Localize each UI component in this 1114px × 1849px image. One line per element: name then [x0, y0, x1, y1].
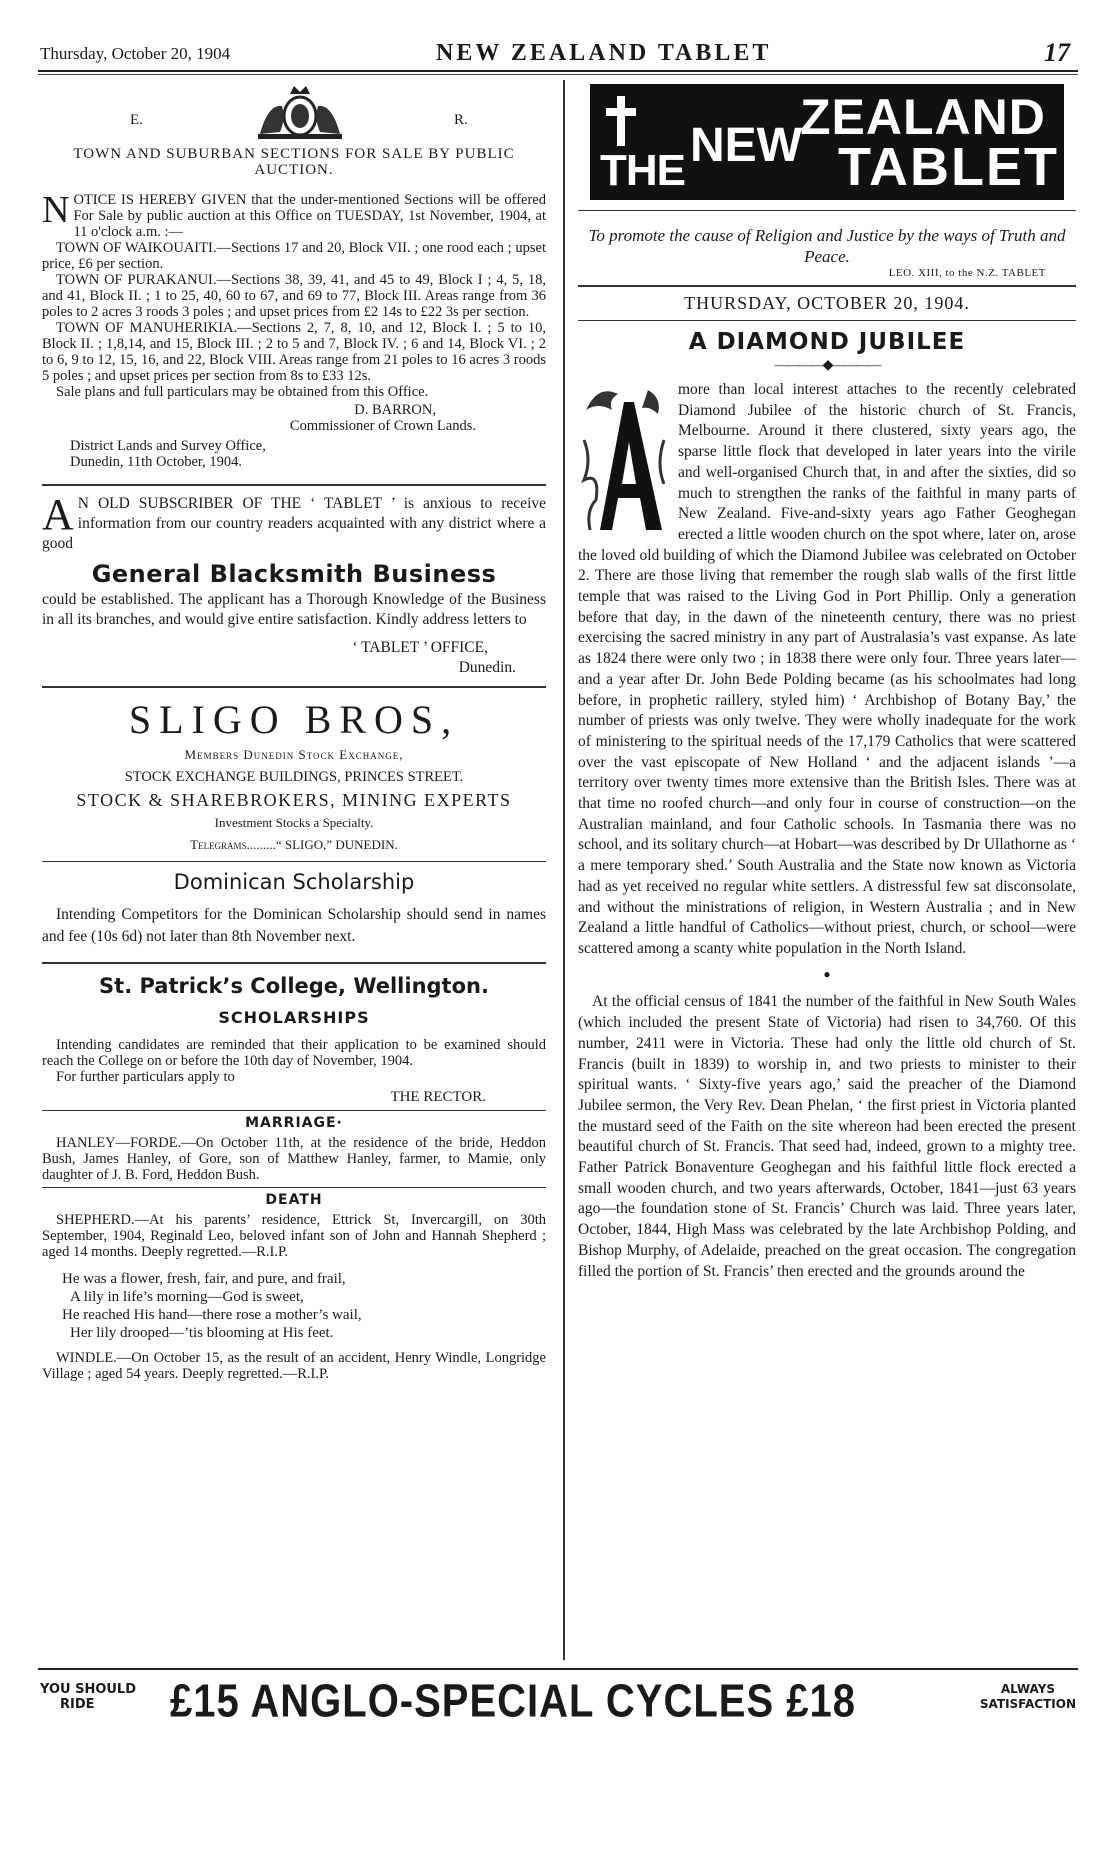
- crest-letter-r: R.: [454, 112, 468, 128]
- editorial-body: [578, 380, 1076, 1282]
- column-divider: [563, 80, 565, 1660]
- dominican-text: Intending Competitors for the Dominican Scholarship should send in names and fee (10s 6d) not later than 8th November next.: [42, 906, 546, 945]
- header-rule-thin: [38, 74, 1078, 75]
- right-column: [578, 82, 1076, 1282]
- page-number: 17: [1044, 38, 1070, 67]
- auction-plans: Sale plans and full particulars may be obtained from this Office.: [56, 384, 429, 400]
- st-patricks-signer: THE RECTOR.: [390, 1089, 486, 1105]
- masthead-motto: To promote the cause of Religion and Justice by the ways of Truth and Peace.: [588, 226, 1066, 266]
- death-text: SHEPHERD.—At his parents’ residence, Ettrick St, Invercargill, on 30th September, 1904, Reginald Leo, beloved infant son of John and Hannah Shepherd ; aged 14 months. Deeply regretted.—R.I.P.: [42, 1212, 546, 1260]
- editorial-para2: At the official census of 1841 the number of the faithful in New South Wales (which included the present State of Victoria) had risen to 34,760. Of this number, 2411 were in Victoria. These had only the little old church of St. Francis (built in 1839) to worship in, and two priests to minister to their spiritual wants. ‘ Sixty-five years ago,’ said the preacher of the Diamond Jubilee sermon, the Very Rev. Dean Phelan, ‘ the first priest in Victoria planted the mustard seed of the Faith on the site whereon had been erected the present beautiful church of St. Francis. That seed had, indeed, grown to a mighty tree. Father Patrick Bonaventure Geoghegan and his faithful little flock erected a small wooden church, and two years afterwards, October, 1841—just 63 years ago—the foundation stone of St. Francis’ Church was laid. Three years later, October, 1844, High Mass was celebrated by the late Archbishop Polding, and Bishop Murphy, of Adelaide, preached on the great occasion. The congregation filled the portion of St. Francis’ then erected and the grounds around the: [578, 993, 1076, 1280]
- auction-office-date: Dunedin, 11th October, 1904.: [70, 454, 243, 470]
- sligo-specialty: Investment Stocks a Specialty.: [214, 815, 374, 830]
- poem-line: Her lily drooped—’tis blooming at His feet.: [70, 1325, 334, 1341]
- editorial-title: A DIAMOND JUBILEE: [688, 329, 966, 355]
- cycles-ad-banner: [38, 1676, 1078, 1726]
- section-rule: [42, 484, 546, 486]
- subscriber-body: could be established. The applicant has a Thorough Knowledge of the Business in all its branches, and would give entire satisfaction. Kindly address letters to: [42, 591, 546, 628]
- section-rule: [578, 320, 1076, 321]
- masthead-the: THE: [600, 146, 685, 195]
- subscriber-text: N OLD SUBSCRIBER OF THE ‘ TABLET ’ is anxious to receive information from our country readers acquainted with any district where a good: [42, 495, 546, 552]
- cycles-ad-right: [980, 1682, 1076, 1712]
- subscriber-ad: [42, 490, 546, 678]
- st-patricks-ad: [42, 974, 546, 1106]
- subscriber-addr2: Dunedin.: [458, 659, 516, 676]
- section-rule: [42, 1110, 546, 1111]
- subscriber-addr1: ‘ TABLET ’ OFFICE,: [352, 639, 488, 656]
- blacksmith-heading: General Blacksmith Business: [91, 560, 497, 588]
- sligo-business: STOCK & SHAREBROKERS, MINING EXPERTS: [76, 790, 512, 810]
- section-rule: [42, 686, 546, 688]
- auction-intro: OTICE IS HEREBY GIVEN that the under-mentioned Sections will be offered For Sale by public auction at this Office on TUESDAY, 1st November, 1904, at 11 o'clock a.m. :—: [73, 192, 546, 240]
- masthead-new: NEW: [690, 119, 802, 172]
- cycles-ad-right-line2: SATISFACTION: [979, 1697, 1076, 1711]
- auction-notice: [42, 189, 546, 470]
- ornate-initial-icon: [578, 380, 670, 540]
- sligo-name: SLIGO BROS,: [128, 697, 460, 742]
- death-heading: DEATH: [265, 1192, 323, 1208]
- sligo-ad: [42, 696, 546, 853]
- editorial-para1: more than local interest attaches to the recently celebrated Diamond Jubilee of the historic church of St. Francis, Melbourne. Around it there clustered, sixty years ago, the sparse little flock that developed in later years into the virile and well-organised Church that, in and after the sixties, did so much to strengthen the ranks of the faithful in many parts of New Zealand. Five-and-sixty years ago Father Geoghegan erected a little wooden church on the spot where, later on, arose the loved old building of which the Diamond Jubilee was celebrated on October 2. There are those living that remember the rough slab walls of the first little temple that was raised to the Living God in Port Phillip. Only a generation before that day, in the dawn of the nineteenth century, there was no priest exercising the sacred ministry in any part of Australasia’s vast expanse. As late as 1824 there were only two ; in 1838 there were only four. Three years later—and a year after Dr. John Bede Polding became (as his schoolmates had long before, in prophetic raillery, styled him) ‘ Archbishop of Botany Bay,’ the number of priests was only twelve. They were wholly inadequate for the work of ministering to the spiritual needs of the 17,179 Catholics that were scattered over the vast episcopate of New Holland ‘ and the adjacent islands ’—a territory over twenty times more extensive than the British Isles. There was at that time no roofed church—and only four in course of construction—on the Australian mainland, and four Catholic schools. In Tasmania there was no school, and its solitary church—at Hobart—was described by Dr Ullathorne as ‘ a mere temporary shed.’ South Australia and the State now known as Victoria had as yet received no regular white settlers. A distressful few sat disconsolate, and without the ministrations of religion, in Western Australia ; and in New Zealand a little handful of Catholics—without priest, church, or school—were scattered among a scanty white population in the North Island.: [578, 381, 1076, 957]
- auction-waikouaiti: TOWN OF WAIKOUAITI.—Sections 17 and 20, Block VII. ; one rood each ; upset price, £6 per section.: [42, 240, 546, 272]
- header-date: Thursday, October 20, 1904: [40, 44, 231, 63]
- auction-purakanui: TOWN OF PURAKANUI.—Sections 38, 39, 41, and 45 to 49, Block I ; 4, 5, 18, and 41, Block II. ; 1 to 25, 40, 60 to 67, and 69 to 77, Block III. Areas range from 36 poles to 2 acres 3 roods 3 poles ; and upset prices from £2 14s to £22 3s per section.: [42, 272, 546, 320]
- section-rule: [578, 285, 1076, 287]
- masthead-tablet: TABLET: [838, 137, 1059, 197]
- header-rule: [38, 70, 1078, 72]
- section-rule: [42, 1187, 546, 1188]
- section-rule: [42, 861, 546, 862]
- auction-office: District Lands and Survey Office,: [70, 438, 266, 454]
- auction-signer-title: Commissioner of Crown Lands.: [289, 418, 476, 434]
- st-patricks-text: Intending candidates are reminded that their application to be examined should reach the College on or before the 10th day of November, 1904.: [42, 1037, 546, 1069]
- death-text2: WINDLE.—On October 15, as the result of an accident, Henry Windle, Longridge Village ; aged 54 years. Deeply regretted.—R.I.P.: [42, 1350, 546, 1382]
- crown-crest-row: [42, 82, 546, 140]
- cycles-ad-left-line1: YOU SHOULD: [40, 1682, 137, 1697]
- royal-crest-icon: [240, 84, 360, 140]
- paragraph-marker: ●: [823, 966, 831, 981]
- cycles-ad-headline: £15 ANGLO-SPECIAL CYCLES £18: [170, 1676, 856, 1727]
- death-notice: [42, 1192, 546, 1382]
- auction-heading: TOWN AND SUBURBAN SECTIONS FOR SALE BY PUBLIC AUCTION.: [73, 146, 515, 178]
- cycles-ad-left: [40, 1682, 136, 1712]
- section-rule: [42, 962, 546, 964]
- subscriber-dropcap: A: [42, 490, 74, 539]
- sligo-telegrams: Telegrams.........“ SLIGO,” DUNEDIN.: [190, 837, 398, 852]
- editorial-dateline: THURSDAY, OCTOBER 20, 1904.: [684, 293, 970, 313]
- poem-line: He was a flower, fresh, fair, and pure, and frail,: [62, 1271, 346, 1287]
- st-patricks-heading: St. Patrick’s College, Wellington.: [99, 974, 489, 998]
- cross-icon: [606, 96, 636, 146]
- poem-line: A lily in life’s morning—God is sweet,: [70, 1289, 304, 1305]
- masthead-rule: [578, 210, 1076, 211]
- masthead-zealand: ZEALAND: [800, 89, 1046, 145]
- sligo-address: STOCK EXCHANGE BUILDINGS, PRINCES STREET.: [124, 769, 464, 785]
- footer-rule: [38, 1668, 1078, 1670]
- marriage-notice: [42, 1115, 546, 1183]
- marriage-text: HANLEY—FORDE.—On October 11th, at the residence of the bride, Heddon Bush, James Hanley, of Gore, son of Matthew Hanley, farmer, to Mamie, only daughter of J. B. Ford, Heddon Bush.: [42, 1135, 546, 1183]
- left-column: [42, 82, 546, 1382]
- auction-dropcap: N: [42, 189, 70, 231]
- masthead-motto-source: LEO. XIII, to the N.Z. TABLET: [888, 267, 1046, 279]
- crest-letter-e: E.: [130, 112, 143, 128]
- auction-manuherikia: TOWN OF MANUHERIKIA.—Sections 2, 7, 8, 10, and 12, Block I. ; 5 to 10, Block II. ; 1,8,14, and 15, Block III. ; 2 to 5 and 7, Block IV. ; 6 and 14, Block VI. ; 2 to 6, 9 to 12, 15, 16, and 22, Block VIII. Areas range from 21 poles to 16 acres 3 roods 5 poles ; and upset prices per section from 8s to £33 12s.: [42, 320, 546, 384]
- st-patricks-text2: For further particulars apply to: [56, 1069, 235, 1085]
- poem-line: He reached His hand—there rose a mother’s wail,: [62, 1307, 362, 1323]
- st-patricks-subheading: SCHOLARSHIPS: [218, 1008, 370, 1027]
- ornament-divider: ————◆————: [774, 358, 880, 373]
- tablet-masthead: [590, 84, 1064, 200]
- cycles-ad-right-line1: ALWAYS: [1000, 1682, 1056, 1696]
- dominican-heading: Dominican Scholarship: [173, 870, 415, 894]
- death-poem: [62, 1270, 546, 1342]
- header-title: NEW ZEALAND TABLET: [436, 40, 772, 66]
- auction-signer: D. BARRON,: [354, 402, 436, 418]
- page-header: [38, 38, 1078, 70]
- dominican-ad: [42, 870, 546, 948]
- sligo-members: Members Dunedin Stock Exchange,: [184, 747, 404, 762]
- marriage-heading: MARRIAGE·: [245, 1115, 343, 1131]
- cycles-ad-left-line2: RIDE: [60, 1697, 95, 1712]
